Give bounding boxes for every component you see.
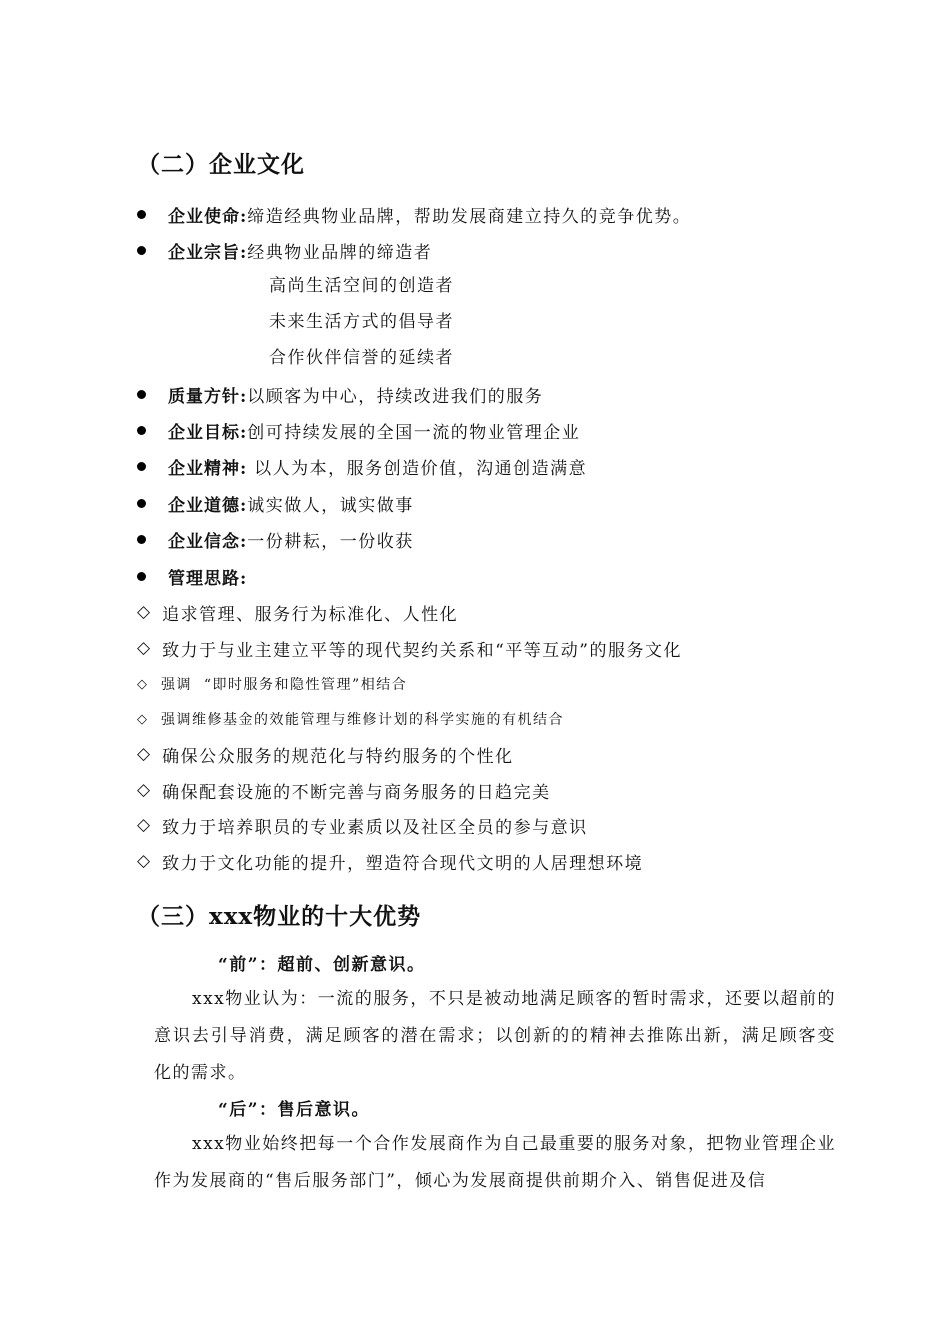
purpose-continuation: 未来生活方式的倡导者	[269, 312, 454, 332]
bullet-label: 企业信念:	[168, 531, 248, 552]
bullet-label: 企业道德:	[168, 495, 248, 516]
bullet-text: 缔造经典物业品牌，帮助发展商建立持久的竞争优势。	[247, 206, 692, 227]
bullet-item-spirit	[137, 452, 587, 480]
bullet-dot-icon	[137, 246, 146, 255]
idea-text: 追求管理、服务行为标准化、人性化	[162, 604, 459, 625]
bullet-text: 以顾客为中心，持续改进我们的服务	[247, 386, 544, 407]
bullet-label: 企业使命:	[168, 206, 248, 227]
diamond-bullet-icon: ◇	[137, 815, 151, 835]
bullet-label: 质量方针:	[168, 386, 248, 407]
bullet-dot-icon	[137, 462, 146, 471]
bullet-text: 创可持续发展的全国一流的物业管理企业	[247, 422, 581, 443]
management-idea-item	[137, 740, 514, 768]
purpose-continuation: 合作伙伴信誉的延续者	[269, 348, 454, 368]
idea-text: 致力于与业主建立平等的现代契约关系和“平等互动”的服务文化	[162, 640, 682, 661]
bullet-text: 一份耕耘，一份收获	[247, 531, 414, 552]
bullet-dot-icon	[137, 535, 146, 544]
advantage-subheading: “后”：售后意识。	[218, 1100, 371, 1120]
section-heading-advantages: （三）xxx物业的十大优势	[137, 903, 422, 930]
bullet-item-ethics	[137, 489, 414, 517]
management-idea-item	[137, 776, 551, 804]
advantage-paragraph: xxx物业始终把每一个合作发展商作为自己最重要的服务对象，把物业管理企业作为发展商的“售后服务部门”，倾心为发展商提供前期介入、销售促进及信	[154, 1134, 836, 1191]
management-idea-item	[137, 634, 682, 662]
management-idea-item	[137, 847, 643, 875]
idea-text: 致力于培养职员的专业素质以及社区全员的参与意识	[162, 817, 588, 838]
diamond-bullet-icon: ◇	[137, 851, 151, 871]
diamond-bullet-icon: ◇	[137, 638, 151, 658]
idea-text: 确保公众服务的规范化与特约服务的个性化	[162, 746, 514, 767]
bullet-item-goal	[137, 416, 580, 444]
bullet-item-belief	[137, 525, 414, 553]
diamond-bullet-icon: ◇	[137, 676, 147, 692]
purpose-continuation: 高尚生活空间的创造者	[269, 276, 454, 296]
bullet-dot-icon	[137, 426, 146, 435]
bullet-dot-icon	[137, 390, 146, 399]
idea-text: 强调维修基金的效能管理与维修计划的科学实施的有机结合	[161, 712, 564, 728]
idea-text: 强调 “即时服务和隐性管理”相结合	[161, 677, 408, 693]
bullet-label: 企业目标:	[168, 422, 248, 443]
management-idea-item	[137, 811, 588, 839]
idea-text: 致力于文化功能的提升，塑造符合现代文明的人居理想环境	[162, 853, 644, 874]
diamond-bullet-icon: ◇	[137, 711, 147, 727]
bullet-text: 经典物业品牌的缔造者	[247, 242, 433, 263]
bullet-item-mission	[137, 200, 691, 228]
bullet-item-management	[137, 562, 247, 590]
bullet-item-quality	[137, 380, 543, 408]
advantage-paragraph: xxx物业认为：一流的服务，不只是被动地满足顾客的暂时需求，还要以超前的意识去引导消费，满足顾客的潜在需求；以创新的的精神去推陈出新，满足顾客变化的需求。	[154, 989, 836, 1083]
advantage-subheading: “前”：超前、创新意识。	[218, 955, 426, 975]
bullet-text: 以人为本，服务创造价值，沟通创造满意	[247, 458, 588, 479]
section-heading-culture: （二）企业文化	[137, 151, 305, 178]
idea-text: 确保配套设施的不断完善与商务服务的日趋完美	[162, 782, 551, 803]
management-idea-item	[137, 598, 458, 626]
bullet-dot-icon	[137, 499, 146, 508]
bullet-label: 管理思路:	[168, 568, 248, 589]
bullet-label: 企业精神:	[168, 458, 248, 479]
management-idea-item	[137, 705, 564, 733]
management-idea-item	[137, 670, 407, 698]
diamond-bullet-icon: ◇	[137, 602, 151, 622]
diamond-bullet-icon: ◇	[137, 744, 151, 764]
diamond-bullet-icon: ◇	[137, 780, 151, 800]
bullet-item-purpose	[137, 236, 432, 264]
bullet-label: 企业宗旨:	[168, 242, 248, 263]
bullet-text: 诚实做人，诚实做事	[247, 495, 414, 516]
bullet-dot-icon	[137, 210, 146, 219]
bullet-dot-icon	[137, 572, 146, 581]
